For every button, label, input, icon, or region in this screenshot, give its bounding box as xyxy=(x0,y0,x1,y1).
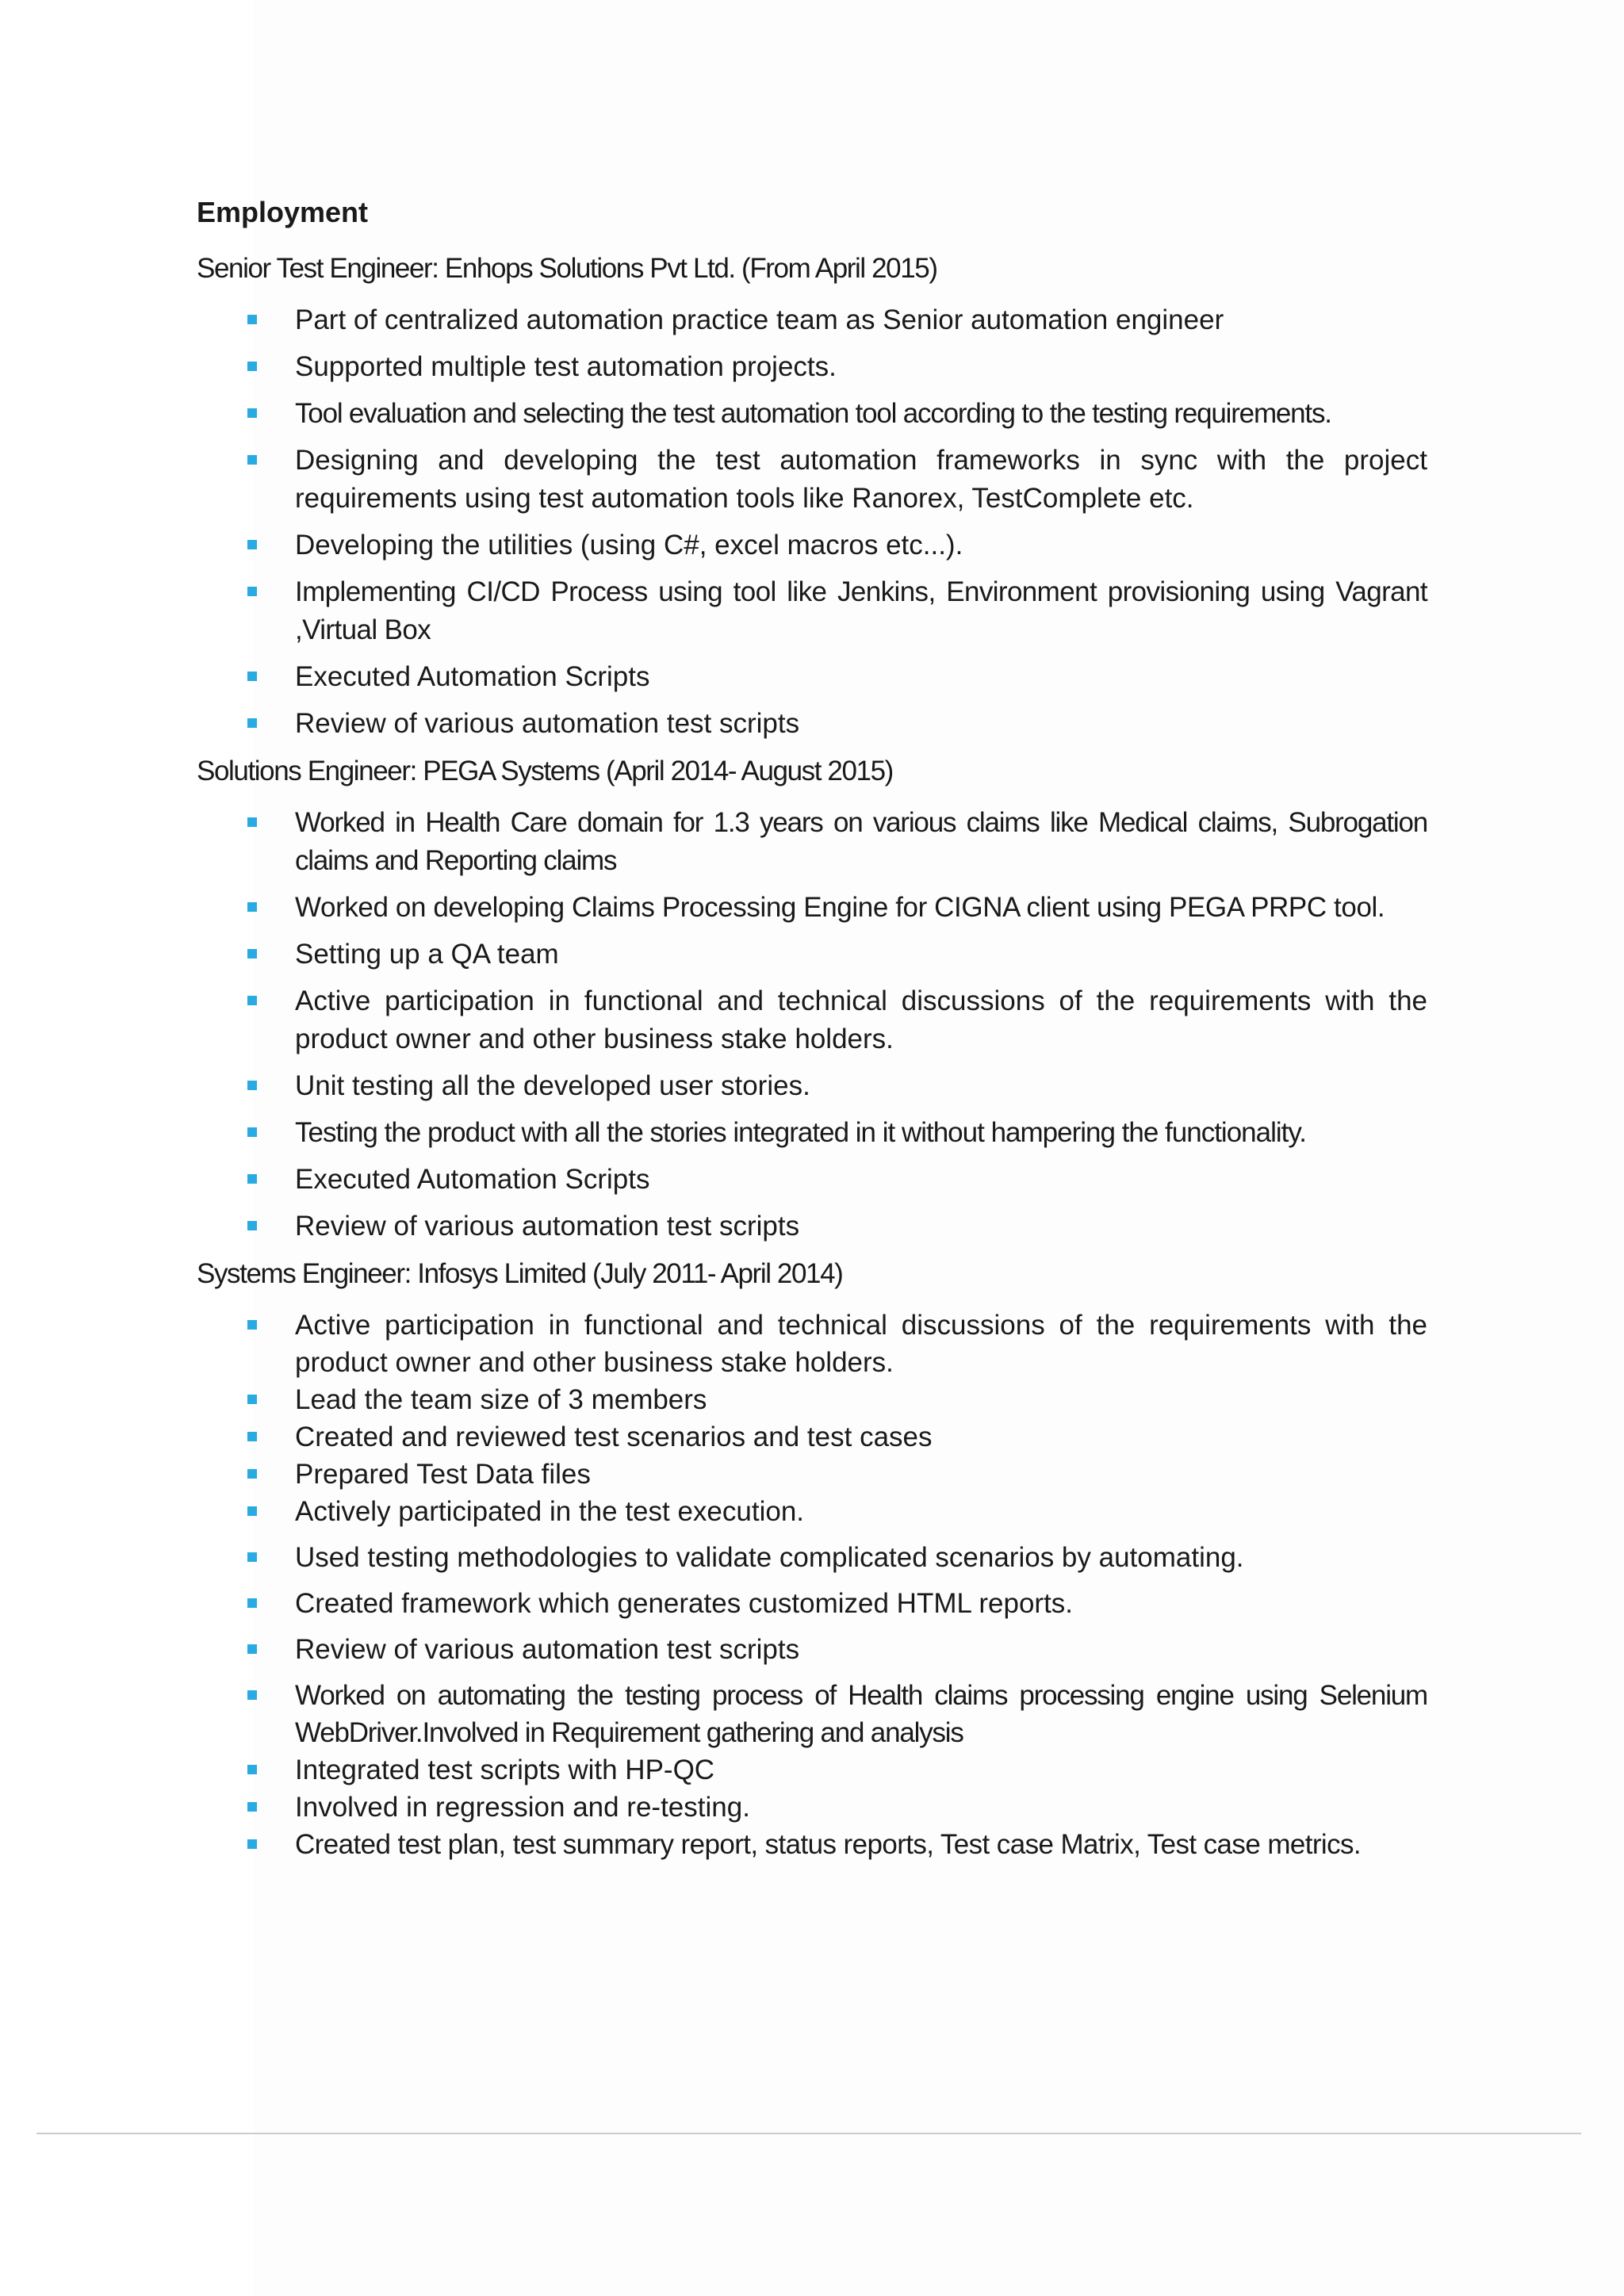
job-bullets-enhops xyxy=(197,301,1427,743)
list-item: Designing and developing the test automation frameworks in sync with the project requirements using test automation tools like Ranorex, TestComplete etc. xyxy=(197,442,1427,518)
bullet-square-icon xyxy=(247,1432,257,1441)
list-item: Implementing CI/CD Process using tool like Jenkins, Environment provisioning using Vagrant ,Virtual Box xyxy=(197,573,1427,649)
job-title-infosys: Systems Engineer: Infosys Limited (July 2011- April 2014) xyxy=(197,1258,843,1289)
list-item: Supported multiple test automation projects. xyxy=(197,348,1427,386)
job-title-enhops: Senior Test Engineer: Enhops Solutions Pvt Ltd. (From April 2015) xyxy=(197,253,937,284)
bullet-square-icon xyxy=(247,408,257,418)
list-item: Worked on developing Claims Processing Engine for CIGNA client using PEGA PRPC tool. xyxy=(197,889,1427,927)
list-item: Active participation in functional and technical discussions of the requirements with the product owner and other business stake holders. xyxy=(197,982,1427,1058)
list-item: Active participation in functional and technical discussions of the requirements with the product owner and other business stake holders. xyxy=(197,1307,1427,1381)
bullet-square-icon xyxy=(247,1174,257,1184)
list-item: Involved in regression and re-testing. xyxy=(197,1789,1427,1826)
list-item: Worked on automating the testing process of Health claims processing engine using Selenium WebDriver.Involved in Requirement gathering and analysis xyxy=(197,1677,1427,1751)
bullet-square-icon xyxy=(247,1506,257,1516)
bullet-square-icon xyxy=(247,1395,257,1404)
job-bullets-infosys xyxy=(197,1307,1427,1863)
bullet-square-icon xyxy=(247,1081,257,1090)
list-item: Prepared Test Data files xyxy=(197,1456,1427,1493)
list-item: Actively participated in the test execution. xyxy=(197,1493,1427,1530)
job-title-pega: Solutions Engineer: PEGA Systems (April 2014- August 2015) xyxy=(197,756,893,786)
list-item: Executed Automation Scripts xyxy=(197,658,1427,696)
bullet-square-icon xyxy=(247,1802,257,1812)
bullet-square-icon xyxy=(247,1598,257,1608)
list-item: Created and reviewed test scenarios and test cases xyxy=(197,1418,1427,1456)
bullet-square-icon xyxy=(247,902,257,912)
list-item: Unit testing all the developed user stories. xyxy=(197,1067,1427,1105)
list-item: Testing the product with all the stories integrated in it without hampering the functionality. xyxy=(197,1114,1427,1152)
list-item: Used testing methodologies to validate complicated scenarios by automating. xyxy=(197,1539,1427,1576)
bullet-square-icon xyxy=(247,996,257,1005)
bullet-square-icon xyxy=(247,718,257,728)
bullet-square-icon xyxy=(247,1320,257,1330)
bullet-square-icon xyxy=(247,315,257,324)
list-item: Setting up a QA team xyxy=(197,936,1427,974)
bullet-square-icon xyxy=(247,817,257,827)
list-item: Executed Automation Scripts xyxy=(197,1161,1427,1199)
list-item: Worked in Health Care domain for 1.3 years on various claims like Medical claims, Subrogation claims and Reporting claims xyxy=(197,804,1427,880)
list-item: Lead the team size of 3 members xyxy=(197,1381,1427,1418)
bullet-square-icon xyxy=(247,1644,257,1654)
employment-section xyxy=(197,189,1427,1868)
list-item: Tool evaluation and selecting the test automation tool according to the testing requirements. xyxy=(197,395,1427,433)
list-item: Review of various automation test scripts xyxy=(197,705,1427,743)
section-title: Employment xyxy=(197,196,369,228)
bullet-square-icon xyxy=(247,362,257,371)
list-item: Review of various automation test scripts xyxy=(197,1207,1427,1246)
bullet-square-icon xyxy=(247,455,257,465)
bullet-square-icon xyxy=(247,1690,257,1700)
bullet-square-icon xyxy=(247,540,257,549)
job-bullets-pega xyxy=(197,804,1427,1246)
list-item: Review of various automation test scripts xyxy=(197,1631,1427,1668)
footer-divider xyxy=(36,2133,1581,2134)
bullet-square-icon xyxy=(247,587,257,596)
bullet-square-icon xyxy=(247,1221,257,1230)
bullet-square-icon xyxy=(247,1765,257,1774)
bullet-square-icon xyxy=(247,1127,257,1137)
list-item: Developing the utilities (using C#, excel macros etc...). xyxy=(197,526,1427,564)
list-item: Created test plan, test summary report, status reports, Test case Matrix, Test case metrics. xyxy=(197,1826,1427,1863)
bullet-square-icon xyxy=(247,1552,257,1562)
list-item: Part of centralized automation practice team as Senior automation engineer xyxy=(197,301,1427,339)
list-item: Integrated test scripts with HP-QC xyxy=(197,1751,1427,1789)
list-item: Created framework which generates customized HTML reports. xyxy=(197,1585,1427,1622)
bullet-square-icon xyxy=(247,949,257,959)
bullet-square-icon xyxy=(247,1469,257,1479)
bullet-square-icon xyxy=(247,672,257,681)
bullet-square-icon xyxy=(247,1839,257,1849)
